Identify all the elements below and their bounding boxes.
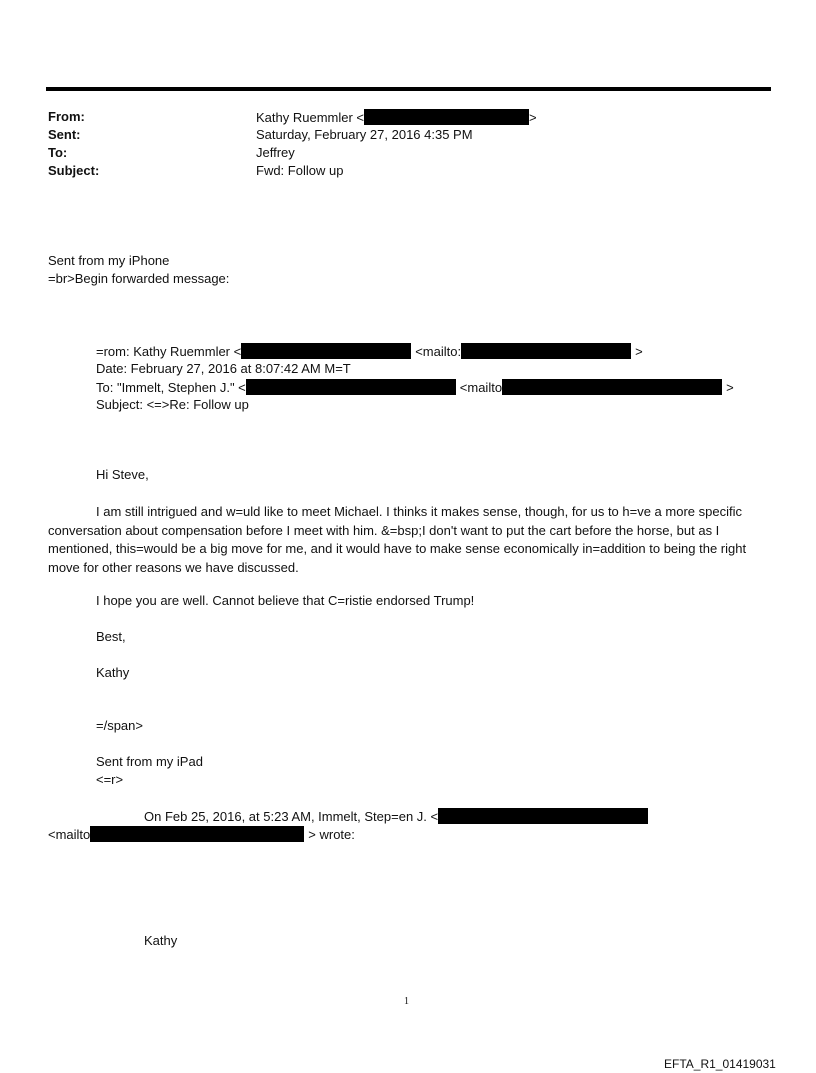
greeting: Hi Steve, — [96, 467, 149, 482]
subject-label: Subject: — [48, 163, 100, 178]
body-paragraph-1: I am still intrigued and w=uld like to meet Michael. I thinks it makes sense, though, for us to h=ve a more specific conversation about compensation before I meet with him. &=bsp;I don't want to put the cart before the horse, but as I mentioned, this=would be a big move for me, and it would have to make sense economically in=addition to being the right move for other reasons we have discussed. — [48, 504, 747, 575]
page-number: 1 — [404, 996, 409, 1007]
span-artifact: =/span> — [96, 718, 143, 733]
to-label: To: — [48, 145, 68, 160]
to-value: Jeffrey — [256, 145, 295, 160]
from-label: From: — [48, 109, 85, 124]
redaction-box — [438, 808, 648, 824]
forwarded-date-line: Date: February 27, 2016 at 8:07:42 AM M=T — [96, 361, 351, 376]
signature: Kathy — [96, 665, 130, 680]
forwarded-to-end: > — [726, 380, 734, 395]
redaction-box — [461, 343, 631, 359]
subject-value: Fwd: Follow up — [256, 163, 344, 178]
forwarded-to-line — [96, 379, 734, 395]
r-artifact: <=r> — [96, 772, 124, 787]
from-name: Kathy Ruemmler < — [256, 110, 365, 125]
quoted-mailto-line — [48, 826, 355, 842]
forwarded-from-text: =rom: Kathy Ruemmler < — [96, 344, 242, 359]
quoted-on-line — [144, 808, 648, 824]
redaction-box — [90, 826, 304, 842]
document-id: EFTA_R1_01419031 — [664, 1057, 776, 1071]
forwarded-subject-line: Subject: <=>Re: Follow up — [96, 397, 249, 412]
forwarded-to-mailto: <mailto — [459, 380, 503, 395]
forwarded-from-mailto: <mailto: — [415, 344, 462, 359]
redaction-box — [241, 343, 411, 359]
begin-forwarded: =br>Begin forwarded message: — [48, 271, 230, 286]
redaction-box — [364, 109, 529, 125]
from-value — [256, 109, 537, 125]
redaction-box — [502, 379, 722, 395]
header-divider — [46, 87, 771, 91]
forwarded-from-line — [96, 343, 643, 359]
sent-from-ipad: Sent from my iPad — [96, 754, 203, 769]
quoted-signature: Kathy — [144, 933, 178, 948]
quoted-mailto: <mailto — [48, 827, 91, 842]
sent-from-iphone: Sent from my iPhone — [48, 253, 170, 268]
redaction-box — [246, 379, 456, 395]
quoted-wrote: > wrote: — [308, 827, 355, 842]
forwarded-from-end: > — [635, 344, 643, 359]
sent-value: Saturday, February 27, 2016 4:35 PM — [256, 127, 473, 142]
quoted-on-text: On Feb 25, 2016, at 5:23 AM, Immelt, Step=en J. < — [144, 809, 439, 824]
from-close: > — [529, 110, 537, 125]
closing: Best, — [96, 629, 126, 644]
forwarded-to-text: To: "Immelt, Stephen J." < — [96, 380, 246, 395]
body-paragraph-2: I hope you are well. Cannot believe that C=ristie endorsed Trump! — [96, 593, 475, 608]
sent-label: Sent: — [48, 127, 81, 142]
